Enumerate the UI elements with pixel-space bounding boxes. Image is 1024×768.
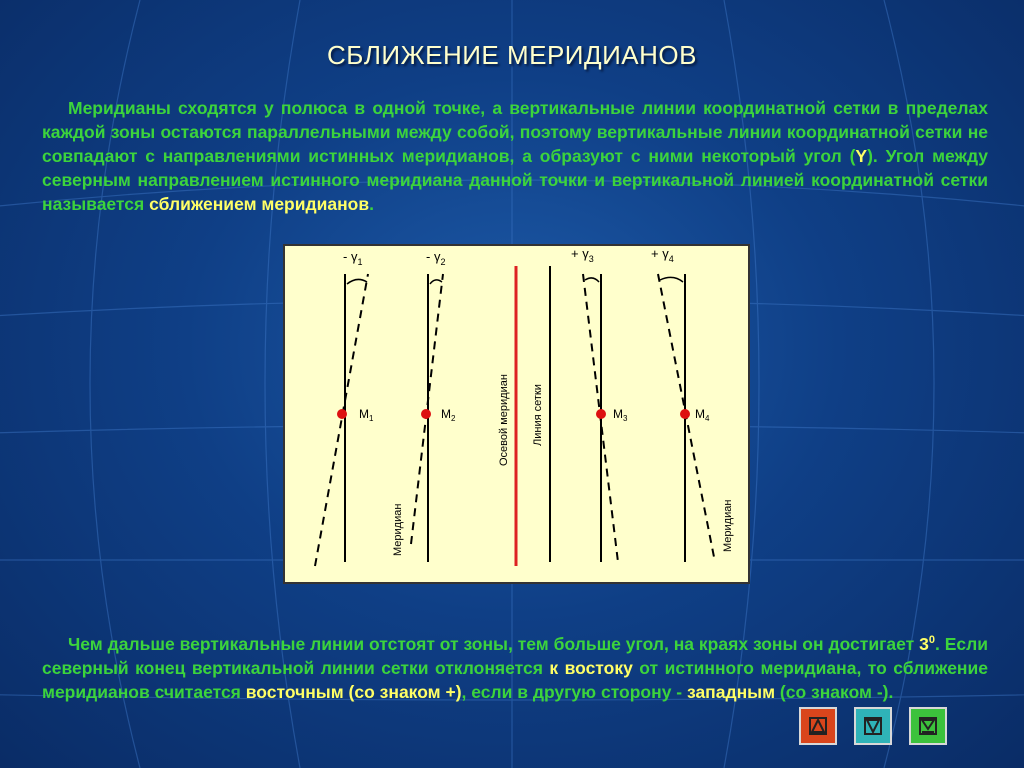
outro-text-1: Чем дальше вертикальные линии отстоят от зоны, тем больше угол, на краях зоны он достигает [68, 633, 920, 654]
term-highlight: сближением меридианов [149, 194, 370, 214]
eastern-highlight: восточным (со знаком +) [245, 681, 462, 702]
point-m3 [596, 409, 606, 419]
gamma-label-4: + $\gamma_4$ [651, 246, 674, 264]
outro-text-3: от истинного меридиана, то сближение меридианов считается [42, 657, 988, 702]
point-label-m4: $М_4$ [695, 407, 710, 423]
gamma-label-2: - $\gamma_2$ [426, 249, 446, 267]
outro-paragraph [42, 628, 988, 704]
western-highlight: западным [686, 681, 776, 702]
point-m1 [337, 409, 347, 419]
intro-paragraph [42, 96, 988, 216]
outro-text-5: (со знаком -). [775, 681, 894, 702]
axial-meridian-label: Осевой меридиан [498, 374, 510, 466]
degree-sup: 0 [928, 634, 935, 646]
intro-end: . [369, 194, 374, 214]
point-m4 [680, 409, 690, 419]
gamma-symbol: Y [855, 146, 868, 166]
intro-text-2: ). Угол между северным направлением истинного меридиана данной точки и вертикальной линией координатной сетки называется [42, 146, 989, 214]
meridian-label-right: Меридиан [722, 499, 734, 552]
triangle-down-icon [866, 719, 880, 733]
outro-text-4: , если в другую сторону - [461, 681, 687, 702]
point-m2 [421, 409, 431, 419]
triangle-up-icon [811, 719, 825, 733]
next-slide-button[interactable] [854, 707, 892, 745]
east-highlight: к востоку [549, 657, 633, 678]
previous-slide-button[interactable] [799, 707, 837, 745]
point-label-m1: $М_1$ [359, 407, 374, 423]
outro-text-2: . Если северный конец вертикальной линии сетки отклоняется [42, 633, 988, 678]
gamma-label-1: - $\gamma_1$ [343, 249, 363, 267]
intro-text-1: Меридианы сходятся у полюса в одной точке, а вертикальные линии координатной сетки в пределах каждой зоны остаются параллельными между собой, поэтому вертикальные линии координатной сетки не совпадают с направлениями истинных меридианов, а образуют с ними некоторый угол ( [42, 98, 988, 166]
meridian-label-left: Меридиан [392, 503, 404, 556]
point-label-m2: $М_2$ [441, 407, 456, 423]
page-title: СБЛИЖЕНИЕ МЕРИДИАНОВ [327, 40, 697, 70]
point-label-m3: $М_3$ [613, 407, 628, 423]
triangle-down-end-icon [921, 719, 935, 733]
last-slide-button[interactable] [909, 707, 947, 745]
gamma-label-3: + $\gamma_3$ [571, 246, 594, 264]
meridian-convergence-diagram [283, 244, 750, 584]
grid-line-label: Линия сетки [532, 384, 544, 446]
degree-value: 3 [919, 633, 929, 654]
